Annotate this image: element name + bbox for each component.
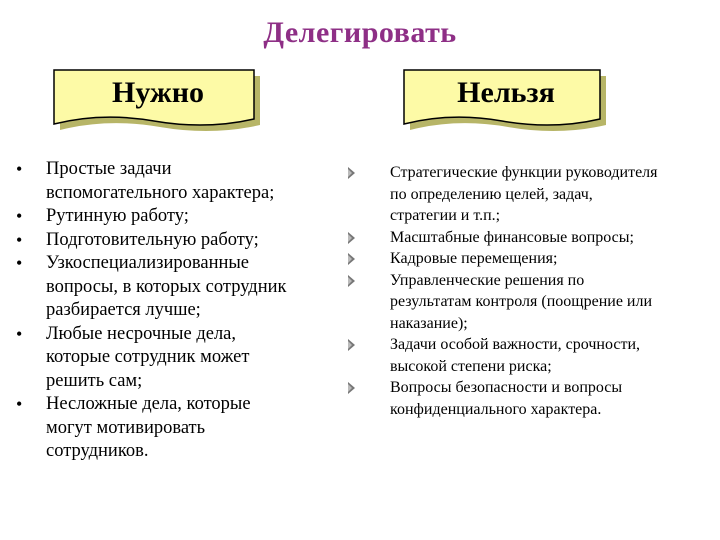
dot-bullet-icon: • bbox=[16, 229, 23, 250]
dot-bullet-icon: • bbox=[16, 323, 23, 344]
list-item-line: Простые задачи bbox=[46, 159, 172, 179]
list-item-line: Управленческие решения по bbox=[390, 271, 585, 289]
triangle-bullet-icon bbox=[348, 167, 355, 179]
heading-banner-forbidden bbox=[402, 68, 610, 138]
list-item-line: Несложные дела, которые bbox=[46, 394, 251, 414]
dot-bullet-icon: • bbox=[16, 253, 23, 273]
list-item-line: конфиденциального характера. bbox=[390, 400, 602, 418]
list-item-line: разбирается лучше; bbox=[46, 300, 201, 320]
list-item-line: Стратегические функции руководителя bbox=[390, 164, 658, 181]
list-item-line: Подготовительную работу; bbox=[46, 229, 259, 250]
list-item-line: которые сотрудник может bbox=[46, 347, 250, 367]
list-item-line: могут мотивировать bbox=[46, 417, 206, 438]
list-item-line: Задачи особой важности, срочности, bbox=[390, 336, 640, 353]
list-item-line: Рутинную работу; bbox=[46, 206, 189, 226]
list-item bbox=[14, 229, 334, 253]
triangle-bullet-icon bbox=[348, 275, 355, 287]
list-forbidden bbox=[344, 162, 714, 420]
list-item-line: результатам контроля (поощрение или bbox=[390, 293, 653, 310]
list-item bbox=[344, 248, 714, 270]
heading-need: Нужно bbox=[112, 76, 204, 109]
triangle-bullet-icon bbox=[348, 232, 355, 244]
list-item-line: Любые несрочные дела, bbox=[46, 323, 237, 344]
list-item bbox=[14, 252, 334, 323]
list-item-line: Узкоспециализированные bbox=[46, 253, 250, 273]
dot-bullet-icon: • bbox=[16, 159, 23, 179]
list-item-line: по определению целей, задач, bbox=[390, 185, 593, 203]
list-item bbox=[14, 323, 334, 394]
heading-banner-need bbox=[52, 68, 264, 138]
triangle-bullet-icon bbox=[348, 253, 355, 265]
list-item-line: Вопросы безопасности и вопросы bbox=[390, 379, 623, 396]
list-item bbox=[344, 334, 714, 377]
list-item-line: вспомогательного характера; bbox=[46, 182, 275, 203]
list-need bbox=[14, 158, 334, 464]
list-item bbox=[344, 227, 714, 249]
list-item-line: решить сам; bbox=[46, 370, 143, 391]
list-item-line: высокой степени риска; bbox=[390, 357, 552, 375]
list-item bbox=[14, 393, 334, 464]
page-title: Делегировать bbox=[263, 16, 457, 49]
list-item bbox=[344, 270, 714, 335]
dot-bullet-icon: • bbox=[16, 206, 23, 226]
list-item bbox=[14, 158, 334, 205]
list-item-line: сотрудников. bbox=[46, 441, 149, 461]
dot-bullet-icon: • bbox=[16, 394, 23, 414]
list-item-line: вопросы, в которых сотрудник bbox=[46, 276, 287, 297]
list-item bbox=[14, 205, 334, 229]
list-item bbox=[344, 162, 714, 227]
heading-forbidden: Нельзя bbox=[457, 76, 555, 109]
list-item-line: стратегии и т.п.; bbox=[390, 207, 501, 224]
list-item-line: наказание); bbox=[390, 314, 468, 332]
triangle-bullet-icon bbox=[348, 339, 355, 351]
list-item-line: Кадровые перемещения; bbox=[390, 250, 558, 267]
triangle-bullet-icon bbox=[348, 382, 355, 394]
list-item bbox=[344, 377, 714, 420]
list-item-line: Масштабные финансовые вопросы; bbox=[390, 228, 634, 246]
